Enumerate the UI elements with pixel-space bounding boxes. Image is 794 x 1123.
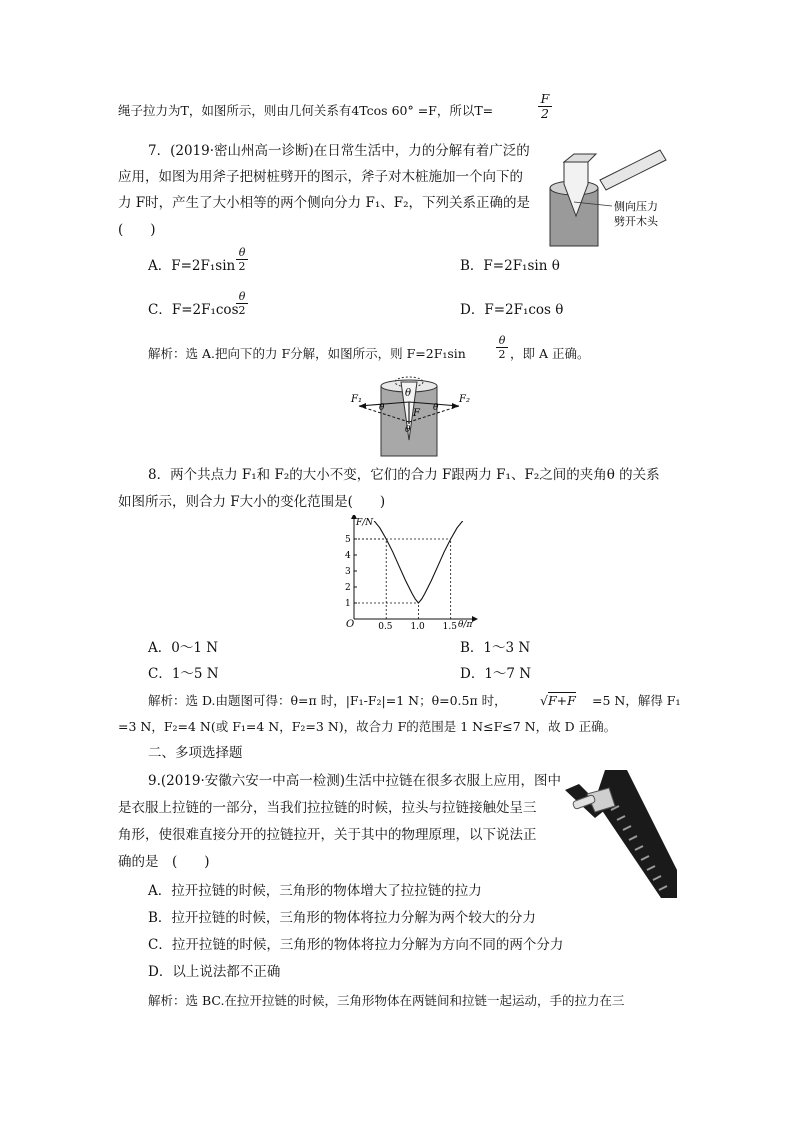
- two-denominator: 2: [496, 347, 508, 361]
- label-theta-left: θ: [379, 403, 385, 413]
- axe-figure: [540, 140, 680, 250]
- q7-explanation-end: ，即 A 正确。: [510, 346, 590, 361]
- fraction-numerator: F: [540, 91, 550, 106]
- y-tick-label: 3: [345, 567, 351, 577]
- x-tick-label: 1.0: [410, 622, 425, 632]
- force-angle-chart: [340, 515, 480, 635]
- q7-line1: 7．(2019·密山州高一诊断)在日常生活中，力的分解有着广泛的: [148, 143, 530, 159]
- q7-option-a-fraction: [236, 246, 248, 273]
- top-fraction: [538, 92, 552, 121]
- axe-top: [564, 154, 596, 162]
- chart-origin-label: O: [346, 619, 355, 630]
- y-tick-label: 5: [345, 535, 351, 545]
- q8-option-b: B．1～3 N: [460, 640, 531, 656]
- label-theta-right: θ: [433, 403, 439, 413]
- q8-explanation-line2: =3 N，F₂=4 N(或 F₁=4 N，F₂=3 N)，故合力 F的范围是 1 N≤F≤7 N，故 D 正确。: [118, 719, 617, 734]
- q7-expl-fraction: [496, 334, 508, 361]
- label-theta-top: θ: [405, 388, 412, 399]
- q7-line4: ( ): [118, 222, 156, 238]
- q7-option-d: D．F=2F₁cos θ: [460, 302, 564, 318]
- series-line: [367, 515, 464, 603]
- q8-option-c: C．1～5 N: [148, 666, 219, 682]
- x-tick-label: 1.5: [442, 622, 457, 632]
- two-denominator: 2: [236, 303, 248, 317]
- fraction-denominator: 2: [538, 106, 552, 121]
- q8-option-a: A．0～1 N: [148, 640, 219, 656]
- chart-y-label: F/N: [356, 518, 374, 528]
- q8-sqrt: √F+F: [540, 693, 576, 708]
- chart-x-label: θ/π: [458, 620, 473, 630]
- q9-line2: 是衣服上拉链的一部分，当我们拉拉链的时候，拉头与拉链接触处呈三: [118, 800, 537, 816]
- two-denominator: 2: [236, 259, 248, 273]
- label-f2: F₂: [459, 394, 470, 405]
- label-f1: F₁: [351, 394, 362, 405]
- q8-line2: 如图所示，则合力 F大小的变化范围是( ): [118, 494, 386, 510]
- q7-line3: 力 F时，产生了大小相等的两个侧向分力 F₁、F₂，下列关系正确的是: [118, 195, 531, 211]
- q7-line2: 应用，如图为用斧子把树桩劈开的图示，斧子对木桩施加一个向下的: [118, 169, 523, 185]
- q7-option-a: A．F=2F₁sin: [148, 258, 236, 274]
- q7-option-c: C．F=2F₁cos: [148, 302, 239, 318]
- q9-line4: 确的是 ( ): [118, 854, 210, 870]
- q7-option-c-fraction: [236, 290, 248, 317]
- q9-option-a: A．拉开拉链的时候，三角形的物体增大了拉拉链的拉力: [148, 883, 482, 899]
- q9-option-d: D．以上说法都不正确: [148, 964, 281, 980]
- q9-line1: 9.(2019·安徽六安一中高一检测)生活中拉链在很多衣服上应用，图中: [148, 773, 562, 789]
- x-axis-arrow: [472, 616, 478, 622]
- sqrt-radicand: F+F: [547, 693, 576, 708]
- theta-numerator: θ: [498, 334, 506, 347]
- y-tick-label: 1: [345, 599, 351, 609]
- section-heading: 二、多项选择题: [148, 745, 243, 761]
- force-figure: [345, 372, 475, 458]
- q9-option-b: B．拉开拉链的时候，三角形的物体将拉力分解为两个较大的分力: [148, 910, 536, 926]
- q9-option-c: C．拉开拉链的时候，三角形的物体将拉力分解为方向不同的两个分力: [148, 937, 564, 953]
- label-theta-bottom: θ: [405, 425, 411, 435]
- y-tick-label: 4: [345, 551, 351, 561]
- q8-line1: 8．两个共点力 F₁和 F₂的大小不变，它们的合力 F跟两力 F₁、F₂之间的夹角θ 的关系: [148, 467, 660, 483]
- q8-explanation-line1: 解析：选 D.由题图可得：θ=π 时，|F₁-F₂|=1 N；θ=0.5π 时，: [148, 693, 507, 708]
- label-f: F: [413, 408, 420, 419]
- zipper-figure: [565, 770, 677, 898]
- x-tick-label: 0.5: [378, 622, 393, 632]
- q8-explanation-line1-end: =5 N，解得 F₁: [592, 693, 681, 708]
- axe-handle: [600, 150, 666, 190]
- y-tick-label: 2: [345, 583, 351, 593]
- q7-explanation: 解析：选 A.把向下的力 F分解，如图所示，则 F=2F₁sin: [148, 346, 466, 361]
- q9-line3: 角形，使很难直接分开的拉链拉开，关于其中的物理原理，以下说法正: [118, 827, 537, 843]
- theta-numerator: θ: [238, 246, 246, 259]
- fig-label-2: 劈开木头: [614, 215, 658, 228]
- theta-numerator: θ: [238, 290, 246, 303]
- q7-option-b: B．F=2F₁sin θ: [460, 258, 560, 274]
- q8-option-d: D．1～7 N: [460, 666, 532, 682]
- top-line: 绳子拉力为T，如图所示，则由几何关系有4Tcos 60° =F，所以T=: [118, 103, 494, 118]
- fig-label-1: 侧向压力: [614, 200, 658, 213]
- q9-explanation: 解析：选 BC.在拉开拉链的时候，三角形物体在两链间和拉链一起运动，手的拉力在三: [148, 993, 625, 1008]
